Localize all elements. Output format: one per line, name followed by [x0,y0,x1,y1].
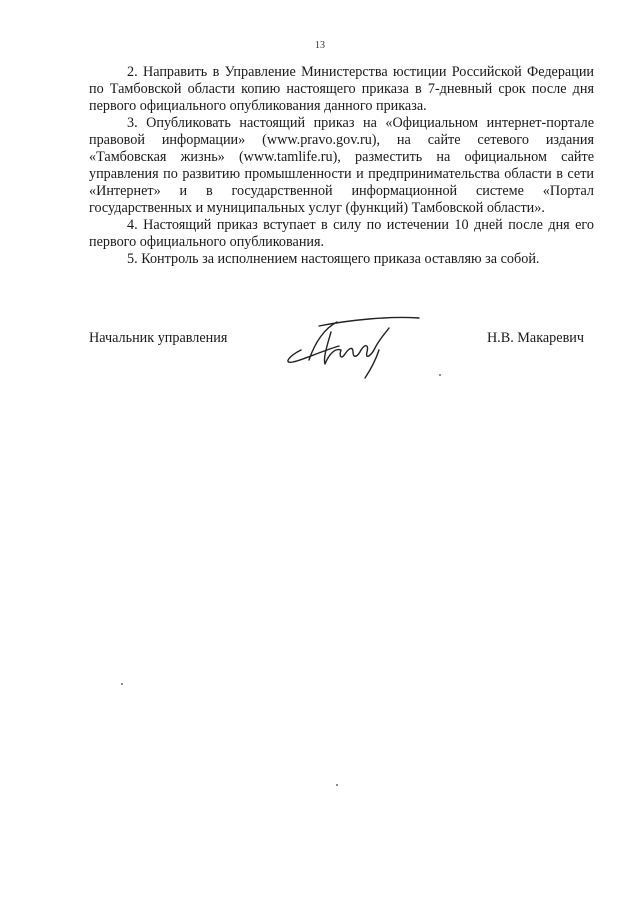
paragraph-5: 5. Контроль за исполнением настоящего приказа оставляю за собой. [127,251,540,267]
page-number: 13 [315,40,325,51]
signatory-name: Н.В. Макаревич [486,330,584,346]
handwritten-signature [279,312,429,382]
paragraph-2: 2. Направить в Управление Министерства юстиции Российской Федерации по Тамбовской области копию настоящего приказа в 7-дневный срок после дня первого официального опубликования данного приказа. [89,64,594,114]
scan-speck [439,374,441,376]
paragraph-3: 3. Опубликовать настоящий приказ на «Официальном интернет-портале правовой информации» (www.pravo.gov.ru), на сайте сетевого издания «Тамбовская жизнь» (www.tamlife.ru), разместить на официальном сайте управления по развитию промышленности и предпринимательства области в сети «Интернет» и в государственной информационной системе «Портал государственных и муниципальных услуг (функций) Тамбовской области». [89,115,594,216]
scan-speck [121,683,123,685]
paragraph-4: 4. Настоящий приказ вступает в силу по истечении 10 дней после дня его первого официального опубликования. [89,217,594,250]
document-body [89,64,594,268]
signatory-title: Начальник управления [89,330,228,346]
signature-block [89,330,594,390]
scan-speck [336,784,338,786]
